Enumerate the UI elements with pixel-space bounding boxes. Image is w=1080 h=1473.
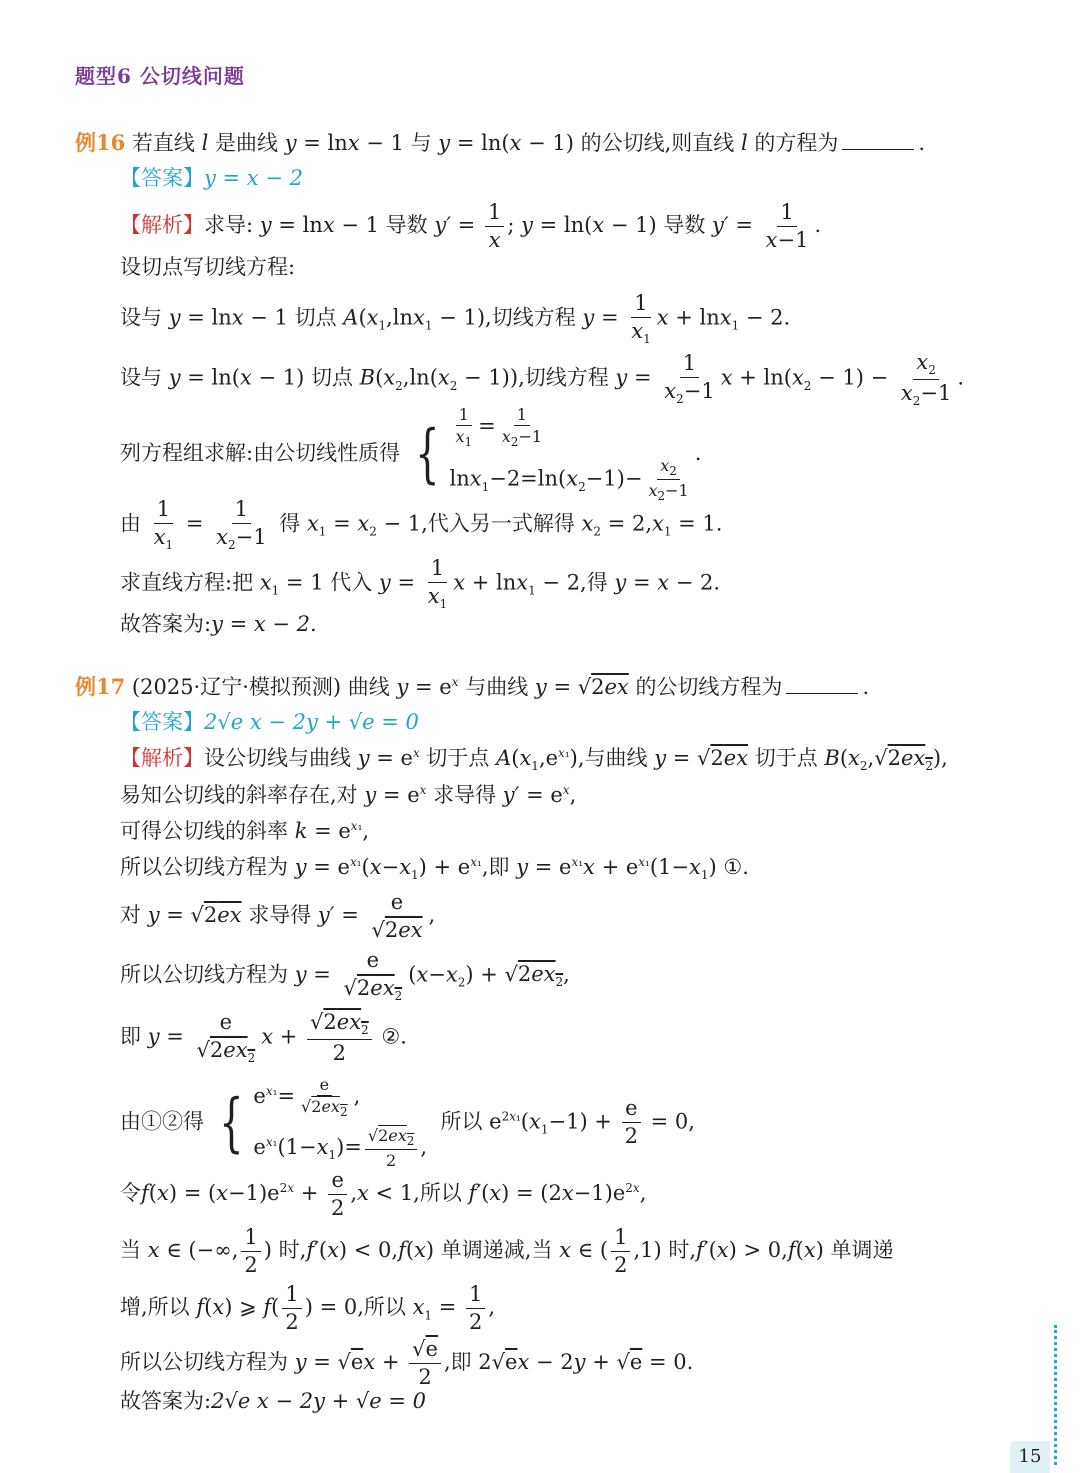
example-16-equation-system: 列方程组求解:由公切线性质得 { $\frac{1}{x_1}$ = $\frac{1}{x_2-1}$ $\ln x_1-2=\ln(x_2-1)-$ $\frac{x_2}{x_2-1}$ . xyxy=(120,405,702,504)
example-17-line-7: 即 y = $\frac{e}{√2ex_2}$ x + $\frac{√2ex_2}{2}$ ②. xyxy=(120,1010,407,1066)
example-17-system: 由①②得 { $e^{x_1}=$ $\frac{e}{√2ex_2}$ , $e^{x_1}(1-x_1)=$ $\frac{√2ex_2}{2}$ , 所以 $e^{2x_1}(x_1-1)$ + $\frac{e}{2}$ = 0, xyxy=(120,1075,695,1171)
example-17-line-3: 可得公切线的斜率 $k = e^{x_1}$, xyxy=(120,819,370,843)
example-16-step-point-a: 设与 y = lnx − 1 切点 $A(x_1,\ln x_1 - 1)$,切线方程 y = $\frac{1}{x_1}$ x + lnx$_1$ − 2. xyxy=(120,291,791,347)
section-title: 题型6 公切线问题 xyxy=(75,64,245,88)
example-17-line-2: 易知公切线的斜率存在,对 $y = e^x$ 求导得 $y' = e^x$, xyxy=(120,783,577,807)
example-17-line-10: 当 x ∈ (−∞, $\frac{1}{2}$ ) 时,f′(x) < 0,f(x) 单调递减,当 x ∈ ( $\frac{1}{2}$ ,1) 时,f′(x) > 0,f(x) 单调递 xyxy=(120,1225,894,1278)
example-17-line-6: 所以公切线方程为 y = $\frac{e}{√2ex_2}$ $(x-x_2) + √2ex_2$, xyxy=(120,948,570,1004)
page-number: 15 xyxy=(1010,1441,1050,1473)
page-edge-dots xyxy=(1054,1325,1061,1465)
example-17-line-12: 所以公切线方程为 y = √ex + $\frac{√e}{2}$ ,即 2√ex − 2y + √e = 0. xyxy=(120,1337,694,1390)
example-17-line-1: 【解析】设公切线与曲线 $y = e^x$ 切于点 $A(x_1,e^{x_1})$,与曲线 y = √2ex 切于点 $B(x_2,√2ex_2)$, xyxy=(120,746,948,774)
example-17-final: 故答案为:2√e x − 2y + √e = 0 xyxy=(120,1389,426,1413)
example-16-solve: 由 $\frac{1}{x_1}$ = $\frac{1}{x_2-1}$ 得 $x_1 = x_2 - 1$,代入另一式解得 $x_2 = 2,x_1 = 1$. xyxy=(120,497,723,553)
example-16-step-tangent: 设切点写切线方程: xyxy=(120,255,296,279)
example-17-line-4: 所以公切线方程为 $y = e^{x_1}(x-x_1) + e^{x_1}$,即 $y = e^{x_1}x + e^{x_1}(1-x_1)$ ①. xyxy=(120,855,749,883)
example-16-answer: 【答案】y = x − 2 xyxy=(120,166,303,190)
example-17-line-5: 对 y = √2ex 求导得 y′ = $\frac{e}{√2ex}$ , xyxy=(120,890,436,943)
example-17-line-9: 令$f(x) = (x-1)e^{2x}$ + $\frac{e}{2}$ ,x < 1,所以 $f'(x) = (2x-1)e^{2x}$, xyxy=(120,1168,647,1221)
example-17-answer: 【答案】2√e x − 2y + √e = 0 xyxy=(120,710,419,734)
example-16-question: 例16 若直线 l 是曲线 y = lnx − 1 与 y = ln(x − 1) 的公切线,则直线 l 的方程为 . xyxy=(75,130,926,155)
example-16-step-derivative: 【解析】求导: y = lnx − 1 导数 y′ = $\frac{1}{x}$ ; y = ln(x − 1) 导数 y′ = $\frac{1}{x-1}$ . xyxy=(120,200,822,253)
example-17-question: 例17 (2025·辽宁·模拟预测) 曲线 $y = e^x$ 与曲线 y = √2ex 的公切线方程为 . xyxy=(75,674,870,699)
example-17-label: 例17 xyxy=(75,674,126,699)
example-16-label: 例16 xyxy=(75,130,126,155)
example-16-final: 故答案为:y = x − 2. xyxy=(120,612,317,636)
example-16-line-equation: 求直线方程:把 $x_1 = 1$ 代入 y = $\frac{1}{x_1}$ x + lnx$_1$ − 2,得 y = x − 2. xyxy=(120,556,721,612)
example-16-step-point-b: 设与 y = ln(x − 1) 切点 $B(x_2,\ln(x_2 - 1))$,切线方程 y = $\frac{1}{x_2-1}$ $x + \ln(x_2 - 1)$ − $\frac{x_2}{x_2-1}$ . xyxy=(120,350,965,408)
example-17-line-11: 增,所以 f(x) ⩾ f( $\frac{1}{2}$ ) = 0,所以 $x_1$ = $\frac{1}{2}$ , xyxy=(120,1282,496,1335)
